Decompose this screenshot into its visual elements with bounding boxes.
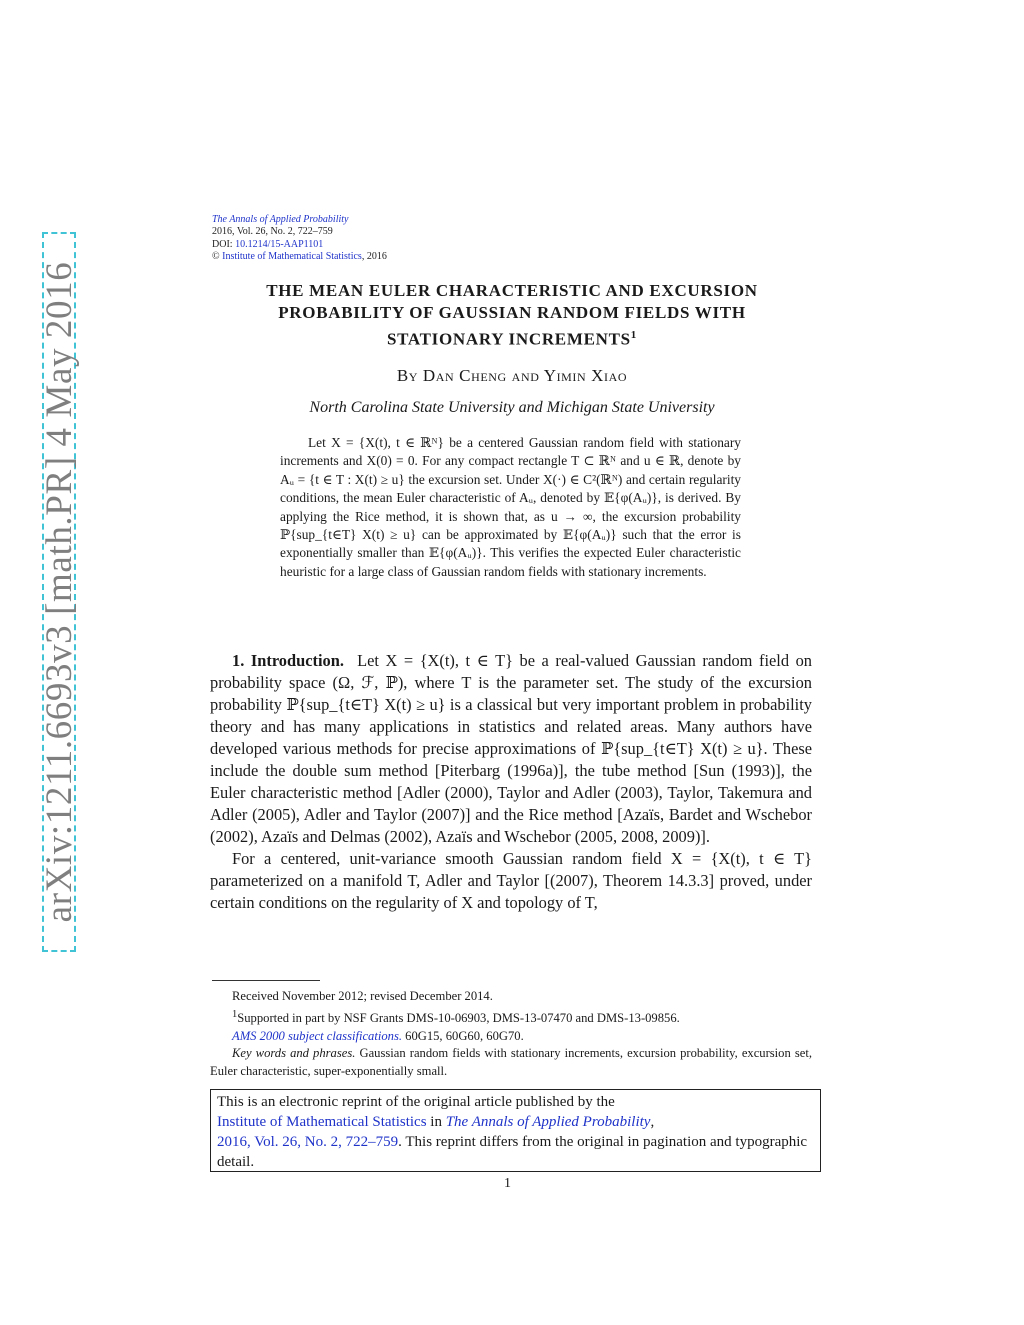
footnotes [210, 988, 812, 1081]
reprint-notice [210, 1089, 821, 1172]
journal-name-link[interactable]: The Annals of Applied Probability [212, 214, 349, 225]
title-line-2: PROBABILITY OF GAUSSIAN RANDOM FIELDS WITH [278, 303, 746, 322]
reprint-in: in [426, 1114, 446, 1130]
support-text: Supported in part by NSF Grants DMS-10-06903, DMS-13-07470 and DMS-13-09856. [237, 1010, 680, 1025]
page-number: 1 [504, 1176, 511, 1191]
intro-paragraph-2: For a centered, unit-variance smooth Gaussian random field X = {X(t), t ∈ T} parameterized on a manifold T, Adler and Taylor [(2007), Theorem 14.3.3] proved, under certain conditions on the regularity of X and topology of T, [210, 849, 812, 912]
section-heading: 1. Introduction. [232, 651, 344, 670]
doi-label: DOI: [212, 238, 233, 250]
journal-year: , 2016 [361, 250, 387, 262]
keywords-text: Gaussian random fields with stationary increments, excursion probability, excursion set, Euler characteristic, super-exponentially small. [210, 1046, 813, 1078]
support-mark: 1 [232, 1008, 238, 1020]
reprint-volume-link[interactable]: 2016, Vol. 26, No. 2, 722–759 [217, 1134, 399, 1150]
authors: By Dan Cheng and Yimin Xiao [396, 366, 628, 385]
ams-note [210, 1028, 812, 1046]
received-note: Received November 2012; revised December 2014. [232, 989, 493, 1003]
reprint-rest: . This reprint differs from the original in pagination and typographic detail. [217, 1134, 808, 1170]
title-line-1: THE MEAN EULER CHARACTERISTIC AND EXCURSION [266, 281, 758, 300]
reprint-publisher-link[interactable]: Institute of Mathematical Statistics [217, 1114, 427, 1130]
keywords-note [210, 1045, 812, 1080]
support-note [210, 1006, 812, 1028]
ams-link[interactable]: AMS 2000 subject classifications. [232, 1028, 402, 1043]
reprint-line-1: This is an electronic reprint of the original article published by the [217, 1094, 615, 1110]
paper-title [212, 280, 812, 351]
ams-codes: 60G15, 60G60, 60G70. [402, 1028, 524, 1043]
reprint-journal-link[interactable]: The Annals of Applied Probability [445, 1114, 651, 1130]
affiliation: North Carolina State University and Michigan State University [309, 399, 715, 416]
copyright-icon: © [212, 250, 220, 262]
keywords-label: Key words and phrases. [232, 1046, 356, 1061]
publisher-link[interactable]: Institute of Mathematical Statistics [222, 250, 362, 262]
introduction-section [210, 650, 812, 914]
abstract [280, 434, 741, 581]
journal-header [212, 214, 387, 263]
title-line-3: STATIONARY INCREMENTS [387, 329, 631, 349]
journal-volume: 2016, Vol. 26, No. 2, 722–759 [212, 226, 333, 238]
title-footnote-mark: 1 [630, 329, 637, 341]
doi-link[interactable]: 10.1214/15-AAP1101 [235, 238, 324, 250]
arxiv-stamp[interactable]: arXiv:1211.6693v3 [math.PR] 4 May 2016 [42, 232, 76, 952]
intro-paragraph-1 [210, 650, 812, 848]
intro-text-1: Let X = {X(t), t ∈ T} be a real-valued Gaussian random field on probability space (Ω, ℱ, ℙ), where T is the parameter set. The study of the excursion probability ℙ{sup_{t∈T} X(t) ≥ u} is a classical but very important problem in probability theory and has many applications in statistics and related areas. Many authors have developed various methods for precise approximations of ℙ{sup_{t∈T} X(t) ≥ u}. These include the double sum method [Piterbarg (1996a)], the tube method [Sun (1993)], the Euler characteristic method [Adler (2000), Taylor and Adler (2003), Taylor, Takemura and Adler (2005), Adler and Taylor (2007)] and the Rice method [Azaïs, Bardet and Wschebor (2002), Azaïs and Delmas (2002), Azaïs and Wschebor (2005, 2008, 2009)]. [210, 651, 812, 846]
reprint-comma: , [650, 1114, 655, 1130]
abstract-text: Let X = {X(t), t ∈ ℝᴺ} be a centered Gaussian random field with stationary increments and X(0) = 0. For any compact rectangle T ⊂ ℝᴺ and u ∈ ℝ, denote by Aᵤ = {t ∈ T : X(t) ≥ u} the excursion set. Under X(·) ∈ C²(ℝᴺ) and certain regularity conditions, the mean Euler characteristic of Aᵤ, denoted by 𝔼{φ(Aᵤ)}, is derived. By applying the Rice method, it is shown that, as u → ∞, the excursion probability ℙ{sup_{t∈T} X(t) ≥ u} can be approximated by 𝔼{φ(Aᵤ)} such that the error is exponentially smaller than 𝔼{φ(Aᵤ)}. This verifies the expected Euler characteristic heuristic for a large class of Gaussian random fields with stationary increments. [280, 435, 741, 579]
footnote-rule [212, 980, 320, 981]
